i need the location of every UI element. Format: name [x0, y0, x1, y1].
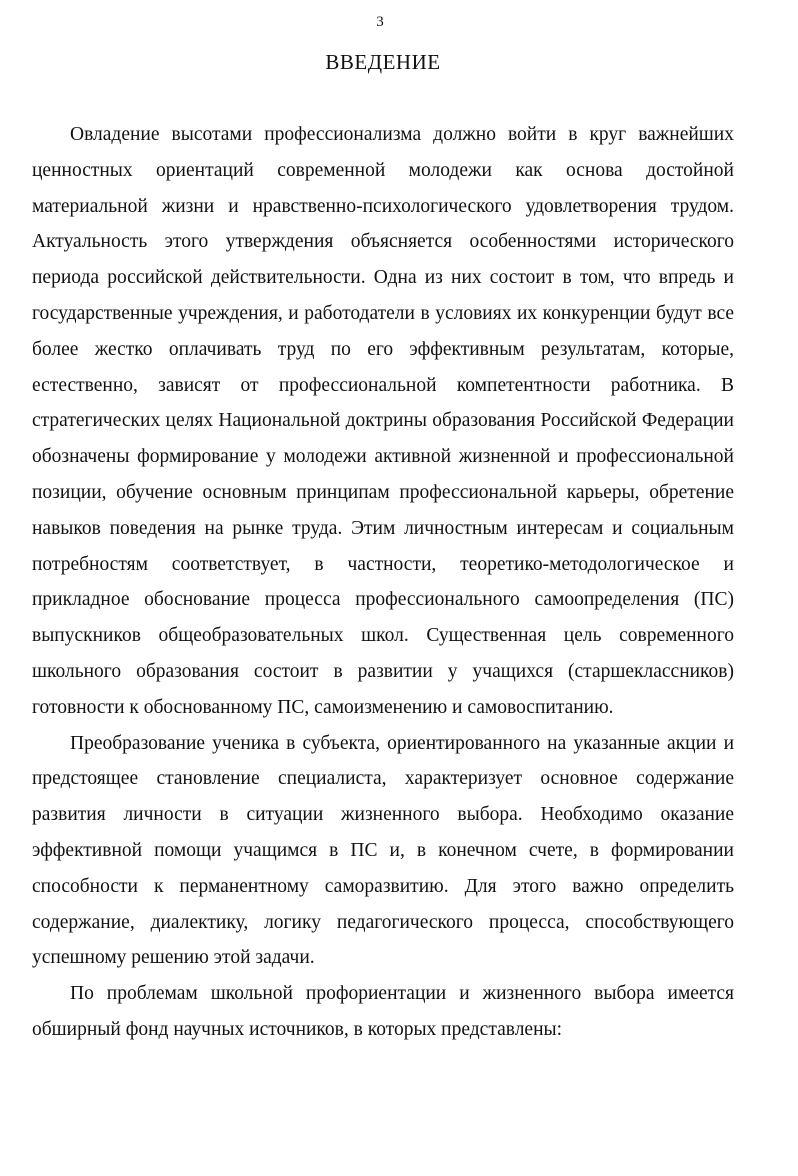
paragraph-3: По проблемам школьной профориентации и жизненного выбора имеется обширный фонд научных источников, в которых представлены:: [32, 983, 734, 1040]
page-title: ВВЕДЕНИЕ: [325, 50, 441, 74]
document-body: [32, 117, 734, 1048]
page-number: 3: [376, 14, 384, 30]
paragraph-1: Овладение высотами профессионализма должно войти в круг важнейших ценностных ориентаций современной молодежи как основа достойной материальной жизни и нравственно-психологического удовлетворения трудом. Актуальность этого утверждения объясняется особенностями исторического периода российской действительности. Одна из них состоит в том, что впредь и государственные учреждения, и работодатели в условиях их конкуренции будут все более жестко оплачивать труд по его эффективным результатам, которые, естественно, зависят от профессиональной компетентности работника. В стратегических целях Национальной доктрины образования Российской Федерации обозначены формирование у молодежи активной жизненной и профессиональной позиции, обучение основным принципам профессиональной карьеры, обретение навыков поведения на рынке труда. Этим личностным интересам и социальным потребностям соответствует, в частности, теоретико-методологическое и прикладное обоснование процесса профессионального самоопределения (ПС) выпускников общеобразовательных школ. Существенная цель современного школьного образования состоит в развитии у учащихся (старшеклассников) готовности к обоснованному ПС, самоизменению и самовоспитанию.: [32, 124, 734, 718]
paragraph-2: Преобразование ученика в субъекта, ориентированного на указанные акции и предстоящее становление специалиста, характеризует основное содержание развития личности в ситуации жизненного выбора. Необходимо оказание эффективной помощи учащимся в ПС и, в конечном счете, в формировании способности к перманентному саморазвитию. Для этого важно определить содержание, диалектику, логику педагогического процесса, способствующего успешному решению этой задачи.: [32, 732, 734, 969]
